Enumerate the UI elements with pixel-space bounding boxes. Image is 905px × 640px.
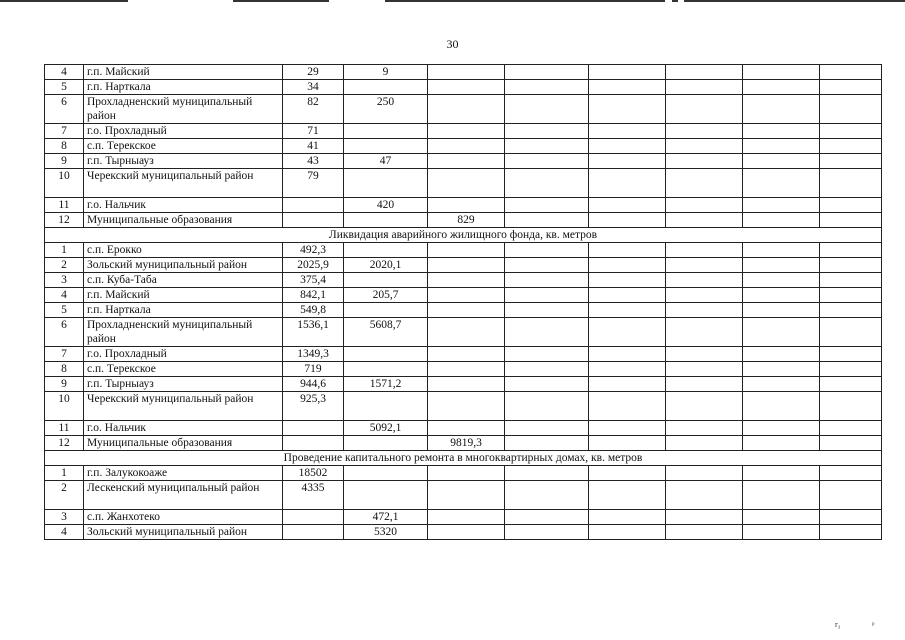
table-row bbox=[45, 466, 882, 481]
empty-cell bbox=[820, 303, 882, 318]
row-number: 2 bbox=[45, 481, 84, 510]
empty-cell bbox=[589, 95, 666, 124]
row-number: 1 bbox=[45, 466, 84, 481]
municipality-name: г.о. Нальчик bbox=[84, 421, 283, 436]
municipality-name: г.о. Прохладный bbox=[84, 124, 283, 139]
empty-cell bbox=[820, 243, 882, 258]
empty-cell bbox=[505, 288, 589, 303]
value-cell-3: 9819,3 bbox=[428, 436, 505, 451]
value-cell-2 bbox=[344, 436, 428, 451]
value-cell-1: 1349,3 bbox=[283, 347, 344, 362]
value-cell-2: 9 bbox=[344, 65, 428, 80]
value-cell-3 bbox=[428, 481, 505, 510]
table-row bbox=[45, 525, 882, 540]
value-cell-3 bbox=[428, 273, 505, 288]
value-cell-1: 43 bbox=[283, 154, 344, 169]
empty-cell bbox=[820, 273, 882, 288]
row-number: 11 bbox=[45, 198, 84, 213]
empty-cell bbox=[589, 362, 666, 377]
row-number: 4 bbox=[45, 65, 84, 80]
municipality-name: Черекский муниципальный район bbox=[84, 169, 283, 198]
value-cell-1: 1536,1 bbox=[283, 318, 344, 347]
empty-cell bbox=[743, 525, 820, 540]
table-row bbox=[45, 288, 882, 303]
value-cell-2: 5320 bbox=[344, 525, 428, 540]
value-cell-2: 1571,2 bbox=[344, 377, 428, 392]
empty-cell bbox=[820, 421, 882, 436]
municipality-name: Муниципальные образования bbox=[84, 213, 283, 228]
empty-cell bbox=[820, 481, 882, 510]
empty-cell bbox=[666, 525, 743, 540]
top-rule-5 bbox=[684, 0, 905, 2]
value-cell-1: 842,1 bbox=[283, 288, 344, 303]
value-cell-1: 925,3 bbox=[283, 392, 344, 421]
empty-cell bbox=[505, 213, 589, 228]
value-cell-3 bbox=[428, 65, 505, 80]
row-number: 5 bbox=[45, 303, 84, 318]
empty-cell bbox=[820, 288, 882, 303]
empty-cell bbox=[505, 65, 589, 80]
empty-cell bbox=[666, 243, 743, 258]
table-row bbox=[45, 318, 882, 347]
empty-cell bbox=[820, 154, 882, 169]
empty-cell bbox=[589, 318, 666, 347]
empty-cell bbox=[589, 303, 666, 318]
empty-cell bbox=[743, 392, 820, 421]
empty-cell bbox=[820, 392, 882, 421]
row-number: 7 bbox=[45, 347, 84, 362]
empty-cell bbox=[743, 65, 820, 80]
municipality-name: Зольский муниципальный район bbox=[84, 258, 283, 273]
top-rule-1 bbox=[0, 0, 128, 2]
empty-cell bbox=[589, 466, 666, 481]
empty-cell bbox=[743, 347, 820, 362]
empty-cell bbox=[743, 243, 820, 258]
value-cell-1: 944,6 bbox=[283, 377, 344, 392]
value-cell-1 bbox=[283, 510, 344, 525]
row-number: 3 bbox=[45, 273, 84, 288]
value-cell-3 bbox=[428, 510, 505, 525]
value-cell-3 bbox=[428, 154, 505, 169]
empty-cell bbox=[505, 243, 589, 258]
value-cell-1: 79 bbox=[283, 169, 344, 198]
value-cell-3 bbox=[428, 198, 505, 213]
value-cell-1: 2025,9 bbox=[283, 258, 344, 273]
table-row bbox=[45, 243, 882, 258]
value-cell-3 bbox=[428, 258, 505, 273]
value-cell-2: 2020,1 bbox=[344, 258, 428, 273]
value-cell-3 bbox=[428, 288, 505, 303]
table-row bbox=[45, 273, 882, 288]
empty-cell bbox=[505, 154, 589, 169]
value-cell-2 bbox=[344, 362, 428, 377]
empty-cell bbox=[743, 169, 820, 198]
value-cell-3 bbox=[428, 377, 505, 392]
empty-cell bbox=[589, 124, 666, 139]
row-number: 3 bbox=[45, 510, 84, 525]
value-cell-2 bbox=[344, 243, 428, 258]
municipality-name: г.п. Залукокоаже bbox=[84, 466, 283, 481]
empty-cell bbox=[820, 362, 882, 377]
value-cell-3: 829 bbox=[428, 213, 505, 228]
empty-cell bbox=[666, 258, 743, 273]
empty-cell bbox=[666, 169, 743, 198]
table-row bbox=[45, 154, 882, 169]
empty-cell bbox=[743, 466, 820, 481]
municipality-name: с.п. Терекское bbox=[84, 139, 283, 154]
value-cell-2 bbox=[344, 392, 428, 421]
value-cell-2 bbox=[344, 481, 428, 510]
empty-cell bbox=[820, 466, 882, 481]
empty-cell bbox=[666, 65, 743, 80]
section-header bbox=[45, 228, 882, 243]
empty-cell bbox=[505, 139, 589, 154]
empty-cell bbox=[589, 213, 666, 228]
empty-cell bbox=[666, 303, 743, 318]
value-cell-1 bbox=[283, 213, 344, 228]
table-body bbox=[45, 65, 882, 540]
value-cell-3 bbox=[428, 318, 505, 347]
row-number: 9 bbox=[45, 154, 84, 169]
empty-cell bbox=[743, 124, 820, 139]
value-cell-2 bbox=[344, 273, 428, 288]
municipality-name: г.п. Тырныауз bbox=[84, 154, 283, 169]
value-cell-3 bbox=[428, 362, 505, 377]
value-cell-1: 719 bbox=[283, 362, 344, 377]
empty-cell bbox=[505, 95, 589, 124]
empty-cell bbox=[589, 80, 666, 95]
empty-cell bbox=[820, 213, 882, 228]
empty-cell bbox=[743, 377, 820, 392]
table-row bbox=[45, 213, 882, 228]
empty-cell bbox=[743, 288, 820, 303]
municipality-name: г.п. Тырныауз bbox=[84, 377, 283, 392]
value-cell-1: 82 bbox=[283, 95, 344, 124]
table-row bbox=[45, 124, 882, 139]
value-cell-3 bbox=[428, 80, 505, 95]
empty-cell bbox=[505, 510, 589, 525]
value-cell-3 bbox=[428, 95, 505, 124]
empty-cell bbox=[666, 362, 743, 377]
row-number: 12 bbox=[45, 213, 84, 228]
empty-cell bbox=[505, 392, 589, 421]
empty-cell bbox=[589, 258, 666, 273]
empty-cell bbox=[820, 377, 882, 392]
table-row bbox=[45, 392, 882, 421]
row-number: 6 bbox=[45, 318, 84, 347]
table-row bbox=[45, 421, 882, 436]
row-number: 12 bbox=[45, 436, 84, 451]
empty-cell bbox=[666, 466, 743, 481]
empty-cell bbox=[505, 362, 589, 377]
empty-cell bbox=[820, 318, 882, 347]
value-cell-3 bbox=[428, 124, 505, 139]
empty-cell bbox=[589, 65, 666, 80]
value-cell-3 bbox=[428, 139, 505, 154]
table-row bbox=[45, 65, 882, 80]
row-number: 10 bbox=[45, 392, 84, 421]
empty-cell bbox=[743, 436, 820, 451]
value-cell-2 bbox=[344, 466, 428, 481]
empty-cell bbox=[820, 436, 882, 451]
empty-cell bbox=[589, 525, 666, 540]
municipality-name: г.п. Нарткала bbox=[84, 303, 283, 318]
municipality-name: г.п. Нарткала bbox=[84, 80, 283, 95]
value-cell-2: 47 bbox=[344, 154, 428, 169]
corner-mark-1: r₃ bbox=[835, 620, 841, 629]
value-cell-3 bbox=[428, 525, 505, 540]
empty-cell bbox=[666, 510, 743, 525]
row-number: 2 bbox=[45, 258, 84, 273]
empty-cell bbox=[820, 258, 882, 273]
empty-cell bbox=[589, 139, 666, 154]
empty-cell bbox=[505, 169, 589, 198]
row-number: 7 bbox=[45, 124, 84, 139]
value-cell-1: 549,8 bbox=[283, 303, 344, 318]
empty-cell bbox=[666, 273, 743, 288]
empty-cell bbox=[743, 273, 820, 288]
table-row bbox=[45, 377, 882, 392]
table-row bbox=[45, 80, 882, 95]
table-row bbox=[45, 169, 882, 198]
empty-cell bbox=[505, 436, 589, 451]
table-row bbox=[45, 436, 882, 451]
municipality-name: г.п. Майский bbox=[84, 65, 283, 80]
value-cell-3 bbox=[428, 169, 505, 198]
row-number: 8 bbox=[45, 362, 84, 377]
municipality-name: Прохладненский муниципальный район bbox=[84, 95, 283, 124]
empty-cell bbox=[743, 198, 820, 213]
empty-cell bbox=[505, 347, 589, 362]
empty-cell bbox=[743, 303, 820, 318]
value-cell-2: 5608,7 bbox=[344, 318, 428, 347]
row-number: 6 bbox=[45, 95, 84, 124]
municipality-name: Зольский муниципальный район bbox=[84, 525, 283, 540]
value-cell-1 bbox=[283, 525, 344, 540]
empty-cell bbox=[666, 421, 743, 436]
empty-cell bbox=[666, 213, 743, 228]
value-cell-2 bbox=[344, 124, 428, 139]
table-row bbox=[45, 95, 882, 124]
municipality-name: Черекский муниципальный район bbox=[84, 392, 283, 421]
empty-cell bbox=[666, 318, 743, 347]
empty-cell bbox=[589, 288, 666, 303]
empty-cell bbox=[743, 481, 820, 510]
value-cell-2 bbox=[344, 80, 428, 95]
municipality-name: Муниципальные образования bbox=[84, 436, 283, 451]
empty-cell bbox=[743, 95, 820, 124]
table-row bbox=[45, 198, 882, 213]
empty-cell bbox=[505, 525, 589, 540]
value-cell-3 bbox=[428, 421, 505, 436]
table-row bbox=[45, 510, 882, 525]
empty-cell bbox=[820, 80, 882, 95]
municipality-name: Лескенский муниципальный район bbox=[84, 481, 283, 510]
empty-cell bbox=[589, 481, 666, 510]
empty-cell bbox=[820, 510, 882, 525]
empty-cell bbox=[666, 392, 743, 421]
empty-cell bbox=[505, 466, 589, 481]
value-cell-1 bbox=[283, 421, 344, 436]
row-number: 1 bbox=[45, 243, 84, 258]
top-rule-3 bbox=[385, 0, 665, 2]
empty-cell bbox=[666, 95, 743, 124]
empty-cell bbox=[666, 198, 743, 213]
row-number: 4 bbox=[45, 525, 84, 540]
table-row bbox=[45, 362, 882, 377]
empty-cell bbox=[589, 392, 666, 421]
empty-cell bbox=[505, 80, 589, 95]
value-cell-3 bbox=[428, 347, 505, 362]
section-header bbox=[45, 451, 882, 466]
empty-cell bbox=[505, 273, 589, 288]
empty-cell bbox=[589, 510, 666, 525]
value-cell-3 bbox=[428, 466, 505, 481]
section-title: Ликвидация аварийного жилищного фонда, кв. метров bbox=[45, 228, 882, 243]
table-row bbox=[45, 481, 882, 510]
empty-cell bbox=[666, 154, 743, 169]
empty-cell bbox=[589, 243, 666, 258]
value-cell-3 bbox=[428, 392, 505, 421]
municipality-name: с.п. Жанхотеко bbox=[84, 510, 283, 525]
section-title: Проведение капитального ремонта в многоквартирных домах, кв. метров bbox=[45, 451, 882, 466]
empty-cell bbox=[666, 436, 743, 451]
empty-cell bbox=[589, 198, 666, 213]
value-cell-2 bbox=[344, 347, 428, 362]
value-cell-1: 4335 bbox=[283, 481, 344, 510]
empty-cell bbox=[505, 258, 589, 273]
empty-cell bbox=[589, 273, 666, 288]
empty-cell bbox=[589, 436, 666, 451]
empty-cell bbox=[505, 198, 589, 213]
empty-cell bbox=[666, 124, 743, 139]
table-row bbox=[45, 303, 882, 318]
empty-cell bbox=[589, 169, 666, 198]
value-cell-2 bbox=[344, 169, 428, 198]
row-number: 5 bbox=[45, 80, 84, 95]
empty-cell bbox=[666, 139, 743, 154]
data-table bbox=[44, 64, 882, 540]
row-number: 11 bbox=[45, 421, 84, 436]
empty-cell bbox=[589, 347, 666, 362]
row-number: 8 bbox=[45, 139, 84, 154]
empty-cell bbox=[666, 377, 743, 392]
empty-cell bbox=[666, 80, 743, 95]
empty-cell bbox=[505, 303, 589, 318]
value-cell-1 bbox=[283, 198, 344, 213]
empty-cell bbox=[743, 421, 820, 436]
empty-cell bbox=[743, 213, 820, 228]
value-cell-1: 34 bbox=[283, 80, 344, 95]
empty-cell bbox=[820, 139, 882, 154]
empty-cell bbox=[589, 421, 666, 436]
value-cell-1: 29 bbox=[283, 65, 344, 80]
municipality-name: г.о. Прохладный bbox=[84, 347, 283, 362]
row-number: 4 bbox=[45, 288, 84, 303]
empty-cell bbox=[743, 258, 820, 273]
row-number: 10 bbox=[45, 169, 84, 198]
empty-cell bbox=[666, 347, 743, 362]
municipality-name: г.п. Майский bbox=[84, 288, 283, 303]
table-row bbox=[45, 139, 882, 154]
value-cell-2 bbox=[344, 139, 428, 154]
row-number: 9 bbox=[45, 377, 84, 392]
value-cell-2: 5092,1 bbox=[344, 421, 428, 436]
empty-cell bbox=[743, 80, 820, 95]
value-cell-1: 41 bbox=[283, 139, 344, 154]
empty-cell bbox=[505, 377, 589, 392]
value-cell-1: 71 bbox=[283, 124, 344, 139]
empty-cell bbox=[820, 65, 882, 80]
municipality-name: Прохладненский муниципальный район bbox=[84, 318, 283, 347]
value-cell-1: 18502 bbox=[283, 466, 344, 481]
value-cell-3 bbox=[428, 303, 505, 318]
municipality-name: с.п. Ерокко bbox=[84, 243, 283, 258]
value-cell-1: 375,4 bbox=[283, 273, 344, 288]
value-cell-1 bbox=[283, 436, 344, 451]
empty-cell bbox=[666, 481, 743, 510]
empty-cell bbox=[666, 288, 743, 303]
empty-cell bbox=[820, 124, 882, 139]
top-rule-2 bbox=[233, 0, 329, 2]
empty-cell bbox=[743, 318, 820, 347]
value-cell-2 bbox=[344, 213, 428, 228]
table-row bbox=[45, 347, 882, 362]
empty-cell bbox=[743, 139, 820, 154]
top-rule-4 bbox=[672, 0, 678, 2]
empty-cell bbox=[589, 377, 666, 392]
municipality-name: с.п. Терекское bbox=[84, 362, 283, 377]
empty-cell bbox=[505, 481, 589, 510]
empty-cell bbox=[743, 362, 820, 377]
empty-cell bbox=[505, 421, 589, 436]
empty-cell bbox=[820, 198, 882, 213]
value-cell-2 bbox=[344, 303, 428, 318]
corner-mark-2: ᵖ bbox=[872, 620, 875, 629]
value-cell-2: 472,1 bbox=[344, 510, 428, 525]
value-cell-2: 205,7 bbox=[344, 288, 428, 303]
empty-cell bbox=[743, 154, 820, 169]
value-cell-3 bbox=[428, 243, 505, 258]
value-cell-1: 492,3 bbox=[283, 243, 344, 258]
empty-cell bbox=[505, 318, 589, 347]
empty-cell bbox=[820, 169, 882, 198]
empty-cell bbox=[820, 525, 882, 540]
empty-cell bbox=[505, 124, 589, 139]
value-cell-2: 420 bbox=[344, 198, 428, 213]
table-row bbox=[45, 258, 882, 273]
empty-cell bbox=[743, 510, 820, 525]
value-cell-2: 250 bbox=[344, 95, 428, 124]
page-number: 30 bbox=[446, 37, 459, 51]
empty-cell bbox=[589, 154, 666, 169]
empty-cell bbox=[820, 347, 882, 362]
empty-cell bbox=[820, 95, 882, 124]
municipality-name: с.п. Куба-Таба bbox=[84, 273, 283, 288]
municipality-name: г.о. Нальчик bbox=[84, 198, 283, 213]
